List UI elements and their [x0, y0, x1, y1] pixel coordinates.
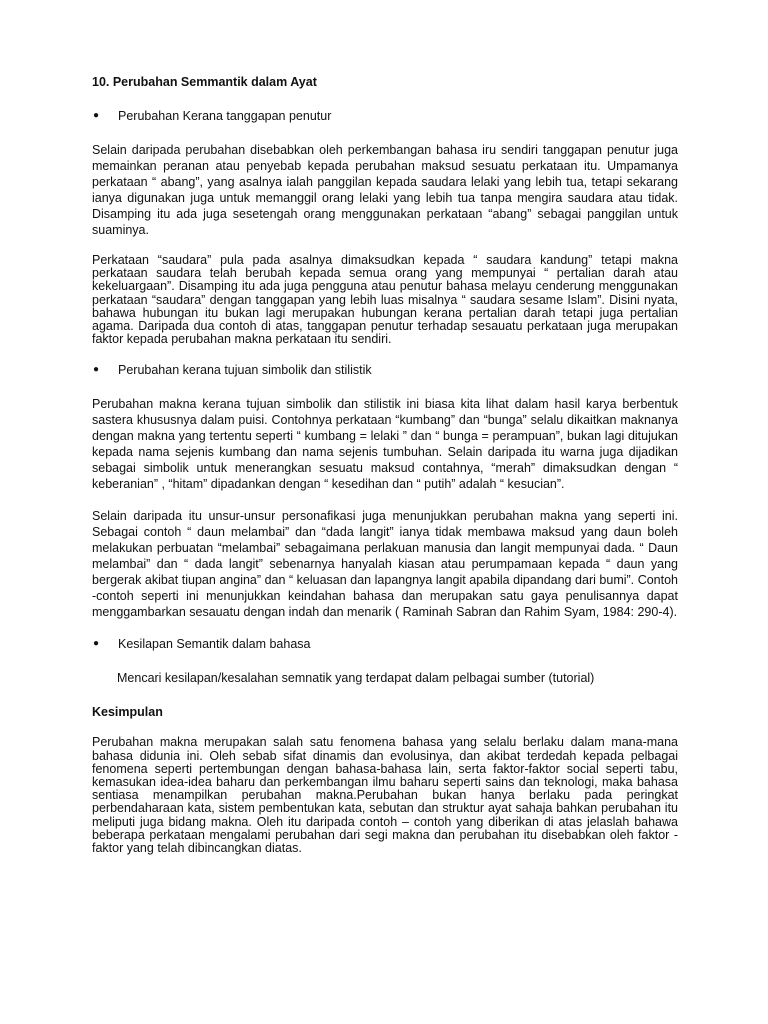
bullet-icon: ● [93, 364, 100, 376]
paragraph: Selain daripada perubahan disebabkan oleh perkembangan bahasa iru sendiri tanggapan penutur juga memainkan peranan atau penyebab kepada perubahan maksud sesuatu perkataan itu. Umpamanya perkataan “ abang”, yang asalnya ialah panggilan kepada saudara lelaki yang lebih tua, tetapi sekarang ianya digunakan juga untuk memanggil orang lelaki yang lebih tua tanpa mengira saudara atau tidak. Disamping itu ada juga sesetengah orang menggunakan perkataan “abang” sebagai panggilan untuk suaminya. [92, 143, 678, 237]
conclusion-heading: Kesimpulan [92, 705, 163, 720]
bullet-icon: ● [93, 638, 100, 650]
document-page [92, 74, 678, 871]
bullet-text: Perubahan kerana tujuan simbolik dan stilistik [118, 363, 372, 378]
section-heading: 10. Perubahan Semmantik dalam Ayat [92, 75, 317, 89]
paragraph: Perubahan makna merupakan salah satu fenomena bahasa yang selalu berlaku dalam mana-mana bahasa didunia ini. Oleh sebab sifat dinamis dan evolusinya, dan akibat terdedah kepada pelbagai fenomena seperti pertembungan dengan bahasa-bahasa lain, serta faktor-faktor social seperti tabu, kemasukan idea-idea baharu dan perkembangan ilmu baharu seperti sains dan teknologi, maka bahasa sentiasa menampilkan perubahan makna.Perubahan bukan hanya berlaku pada peringkat perbendaharaan kata, sistem pembentukan kata, sebutan dan struktur ayat sahaja bahkan perubahan itu meliputi juga bidang makna. Oleh itu daripada contoh – contoh yang diberikan di atas jelaslah bahawa beberapa perkataan mengalami perubahan dari segi makna dan perubahan itu disebabkan oleh faktor -faktor yang telah dibincangkan diatas. [92, 735, 678, 856]
bullet-text: Perubahan Kerana tanggapan penutur [118, 109, 332, 123]
bullet-item [92, 108, 678, 124]
bullet-item [92, 362, 678, 378]
bullet-icon: ● [93, 110, 100, 121]
paragraph: Mencari kesilapan/kesalahan semnatik yang terdapat dalam pelbagai sumber (tutorial) [117, 671, 595, 686]
bullet-text: Kesilapan Semantik dalam bahasa [118, 637, 311, 652]
paragraph: Perkataan “saudara” pula pada asalnya dimaksudkan kepada “ saudara kandung” tetapi makna perkataan saudara telah berubah kepada semua orang yang mempunyai “ pertalian darah atau kekeluargaan”. Disamping itu ada juga pengguna atau penutur bahasa melayu cenderung menggunakan perkataan “saudara” dengan tanggapan yang lebih luas misalnya “ saudara sesame Islam”. Disini nyata, bahawa hubungan itu bukan lagi merupakan hubungan kerana pertalian darah tetapi juga pertalian agama. Daripada dua contoh di atas, tanggapan penutur terhadap sesauatu perkataan juga merupakan faktor kepada perubahan makna perkataan itu sendiri. [92, 253, 678, 347]
paragraph: Perubahan makna kerana tujuan simbolik dan stilistik ini biasa kita lihat dalam hasil karya berbentuk sastera khususnya dalam puisi. Contohnya perkataan “kumbang” dan “bunga” selalu dikaitkan maknanya dengan makna yang tertentu seperti “ kumbang = lelaki ” dan “ bunga = perampuan”, bukan lagi ditujukan kepada nama sejenis kumbang dan nama sejenis tumbuhan. Selain daripada itu warna juga dijadikan sebagai simbolik untuk menerangkan sesuatu maksud contahnya, “merah” dimaksudkan dengan “ keberanian” , “hitam” dipadankan dengan “ kesedihan dan “ putih” adalah “ kesucian”. [92, 397, 678, 492]
bullet-item [92, 636, 678, 652]
paragraph: Selain daripada itu unsur-unsur personafikasi juga menunjukkan perubahan makna yang seperti ini. Sebagai contoh “ daun melambai” dan “dada langit” ianya tidak membawa maksud yang daun boleh melakukan perbuatan “melambai” sebagaimana perlakuan manusia dan langit mempunyai dada. “ Daun melambai” dan “ dada langit” sebenarnya hanyalah kiasan atau perumpamaan kepada “ daun yang bergerak akibat tiupan angina” dan “ keluasan dan lapangnya langit apabila dipandang dari bumi”. Contoh -contoh seperti ini menunjukkan keindahan bahasa dan merupakan satu gaya penulisannya dapat menggambarkan sesauatu dengan indah dan menarik ( Raminah Sabran dan Rahim Syam, 1984: 290-4). [92, 509, 678, 620]
